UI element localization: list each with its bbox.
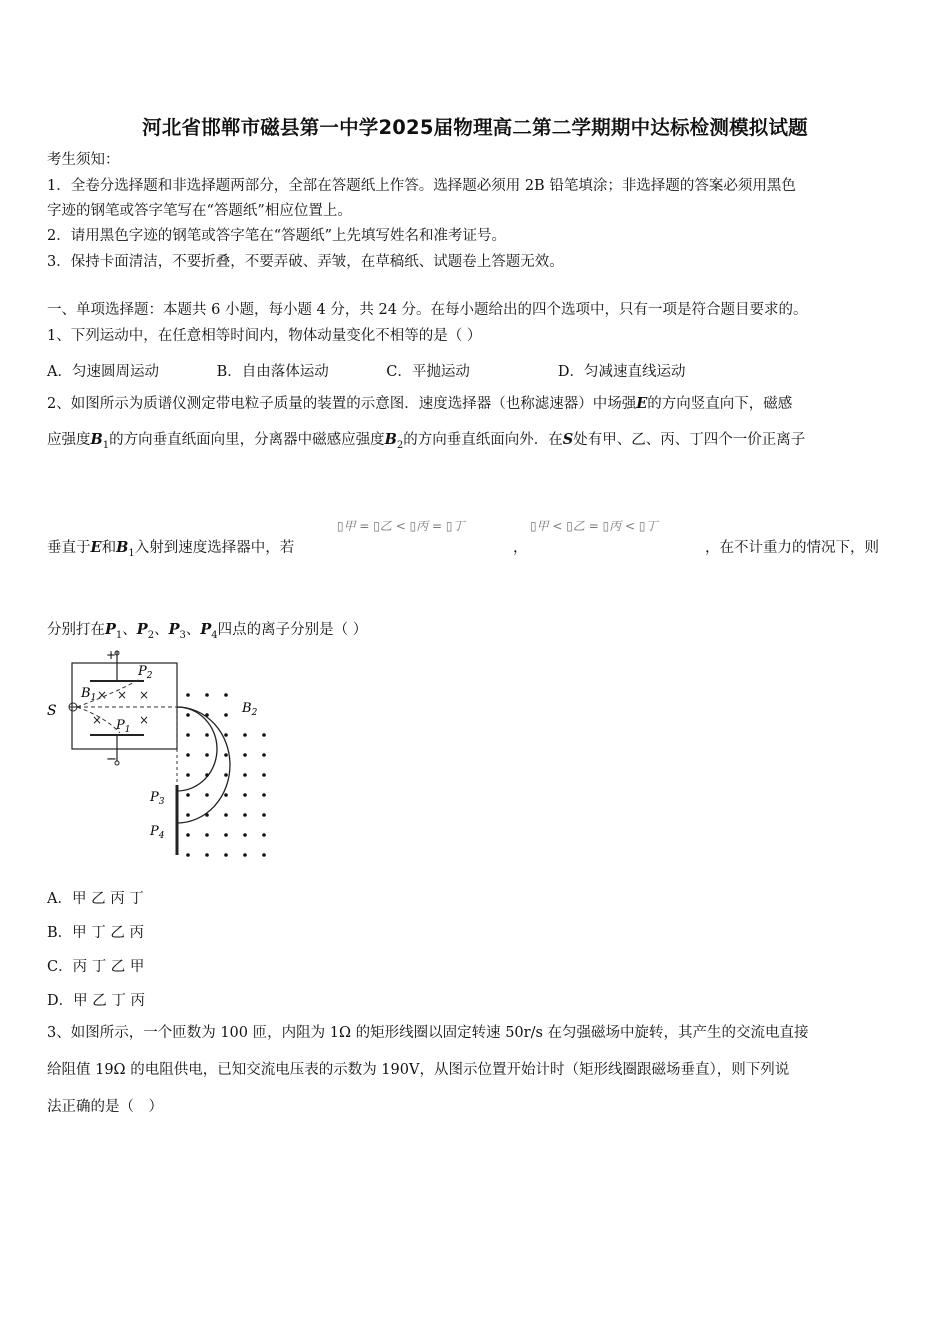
- label-P4: $P_4$: [150, 824, 165, 841]
- field-dot: [205, 693, 209, 697]
- field-dot: [186, 753, 190, 757]
- field-dot: [224, 813, 228, 817]
- notice-heading: 考生须知：: [47, 152, 120, 168]
- page-title: 河北省邯郸市磁县第一中学2025届物理高二第二学期期中达标检测模拟试题: [142, 116, 808, 139]
- field-dot: [205, 833, 209, 837]
- field-dot: [186, 773, 190, 777]
- question-2-line-3: 垂直于E和$B_1$入射到速度选择器中，若: [47, 539, 295, 559]
- notice-item-1-cont: 字迹的钢笔或答字笔写在“答题纸”相应位置上。: [47, 203, 352, 219]
- field-dot: [224, 693, 228, 697]
- field-dot: [224, 773, 228, 777]
- field-dot: [186, 853, 190, 857]
- field-dot: [243, 793, 247, 797]
- trajectory-large: [177, 707, 230, 823]
- field-dot: [262, 813, 266, 817]
- plus-sign: +: [106, 648, 117, 662]
- minus-sign: −: [106, 752, 117, 767]
- field-dot: [205, 773, 209, 777]
- label-S: S: [47, 703, 57, 719]
- field-dot: [243, 753, 247, 757]
- question-2-line-1: 2、如图所示为质谱仪测定带电粒子质量的装置的示意图．速度选择器（也称滤速器）中场强E的方向竖直向下，磁感: [47, 395, 793, 412]
- question-2-line-3-end: ，在不计重力的情况下，则: [705, 540, 879, 556]
- field-dot: [205, 813, 209, 817]
- cross-mark: ×: [139, 713, 150, 727]
- field-dot: [224, 713, 228, 717]
- field-dot: [243, 773, 247, 777]
- field-dot: [262, 753, 266, 757]
- field-dot: [243, 813, 247, 817]
- q2-option-d: D．甲 乙 丁 丙: [47, 993, 145, 1009]
- field-dot: [224, 833, 228, 837]
- field-dot: [205, 753, 209, 757]
- field-dot: [186, 713, 190, 717]
- mass-condition-1: ▯甲 = ▯乙 < ▯丙 = ▯丁: [337, 519, 465, 533]
- q2-option-b: B．甲 丁 乙 丙: [47, 925, 144, 941]
- trajectory-small: [177, 707, 217, 791]
- question-2-line-4: 分别打在$P_1$、$P_2$、$P_3$、$P_4$四点的离子分别是（ ）: [47, 621, 368, 641]
- q2-comma: ，: [513, 540, 528, 556]
- q1-option-d: D．匀减速直线运动: [557, 364, 686, 380]
- label-P3: $P_3$: [150, 790, 165, 807]
- field-dot: [224, 753, 228, 757]
- question-1-stem: 1、下列运动中，在任意相等时间内，物体动量变化不相等的是（ ）: [47, 328, 482, 344]
- field-dot: [205, 713, 209, 717]
- q1-option-c: C．平抛运动: [386, 364, 470, 380]
- field-dot: [243, 833, 247, 837]
- field-dot: [205, 793, 209, 797]
- field-dot: [186, 693, 190, 697]
- field-dot: [186, 813, 190, 817]
- mass-condition-2: ▯甲 < ▯乙 = ▯丙 < ▯丁: [530, 519, 658, 533]
- field-dot: [205, 853, 209, 857]
- field-dot: [224, 853, 228, 857]
- field-dot: [243, 853, 247, 857]
- q2-option-c: C．丙 丁 乙 甲: [47, 959, 145, 975]
- notice-item-3: 3．保持卡面清洁，不要折叠，不要弄破、弄皱，在草稿纸、试题卷上答题无效。: [47, 254, 564, 270]
- q2-option-a: A．甲 乙 丙 丁: [47, 891, 144, 907]
- field-dot: [186, 833, 190, 837]
- field-dot: [262, 773, 266, 777]
- field-dot: [262, 733, 266, 737]
- q1-option-a: A．匀速圆周运动: [47, 364, 159, 380]
- field-dot: [224, 793, 228, 797]
- velocity-selector-box: [72, 663, 177, 749]
- field-dot: [262, 833, 266, 837]
- field-dot: [262, 853, 266, 857]
- question-1-options: [47, 360, 685, 381]
- label-P2: $P_2$: [138, 664, 153, 681]
- label-P1: $P_1$: [116, 718, 131, 735]
- field-dot: [243, 733, 247, 737]
- cross-mark: ×: [97, 688, 108, 702]
- field-dot: [262, 793, 266, 797]
- notice-item-2: 2．请用黑色字迹的钢笔或答字笔在“答题纸”上先填写姓名和准考证号。: [47, 228, 507, 244]
- field-dot: [224, 733, 228, 737]
- field-dot: [205, 733, 209, 737]
- cross-mark: ×: [139, 688, 150, 702]
- label-B1: $B_1$: [81, 686, 97, 703]
- question-3-line-1: 3、如图所示，一个匝数为 100 匝，内阻为 1Ω 的矩形线圈以固定转速 50r/s 在匀强磁场中旋转，其产生的交流电直接: [47, 1025, 809, 1041]
- cross-mark: ×: [92, 713, 103, 727]
- cross-mark: ×: [117, 688, 128, 702]
- notice-item-1: 1．全卷分选择题和非选择题两部分，全部在答题纸上作答。选择题必须用 2B 铅笔填涂；非选择题的答案必须用黑色: [47, 178, 796, 194]
- question-3-line-3: 法正确的是（ ）: [47, 1099, 163, 1115]
- section-heading: 一、单项选择题：本题共 6 小题，每小题 4 分，共 24 分。在每小题给出的四个选项中，只有一项是符合题目要求的。: [47, 302, 808, 318]
- question-3-line-2: 给阻值 19Ω 的电阻供电，已知交流电压表的示数为 190V，从图示位置开始计时（矩形线圈跟磁场垂直），则下列说: [47, 1062, 790, 1078]
- question-2-line-2: 应强度$B_1$的方向垂直纸面向里，分离器中磁感应强度$B_2$的方向垂直纸面向外．在S处有甲、乙、丙、丁四个一价正离子: [47, 431, 806, 451]
- field-dot: [186, 793, 190, 797]
- field-dot: [186, 733, 190, 737]
- label-B2: $B_2$: [242, 701, 258, 718]
- mass-spectrometer-diagram: [40, 645, 280, 867]
- q1-option-b: B．自由落体运动: [216, 364, 329, 380]
